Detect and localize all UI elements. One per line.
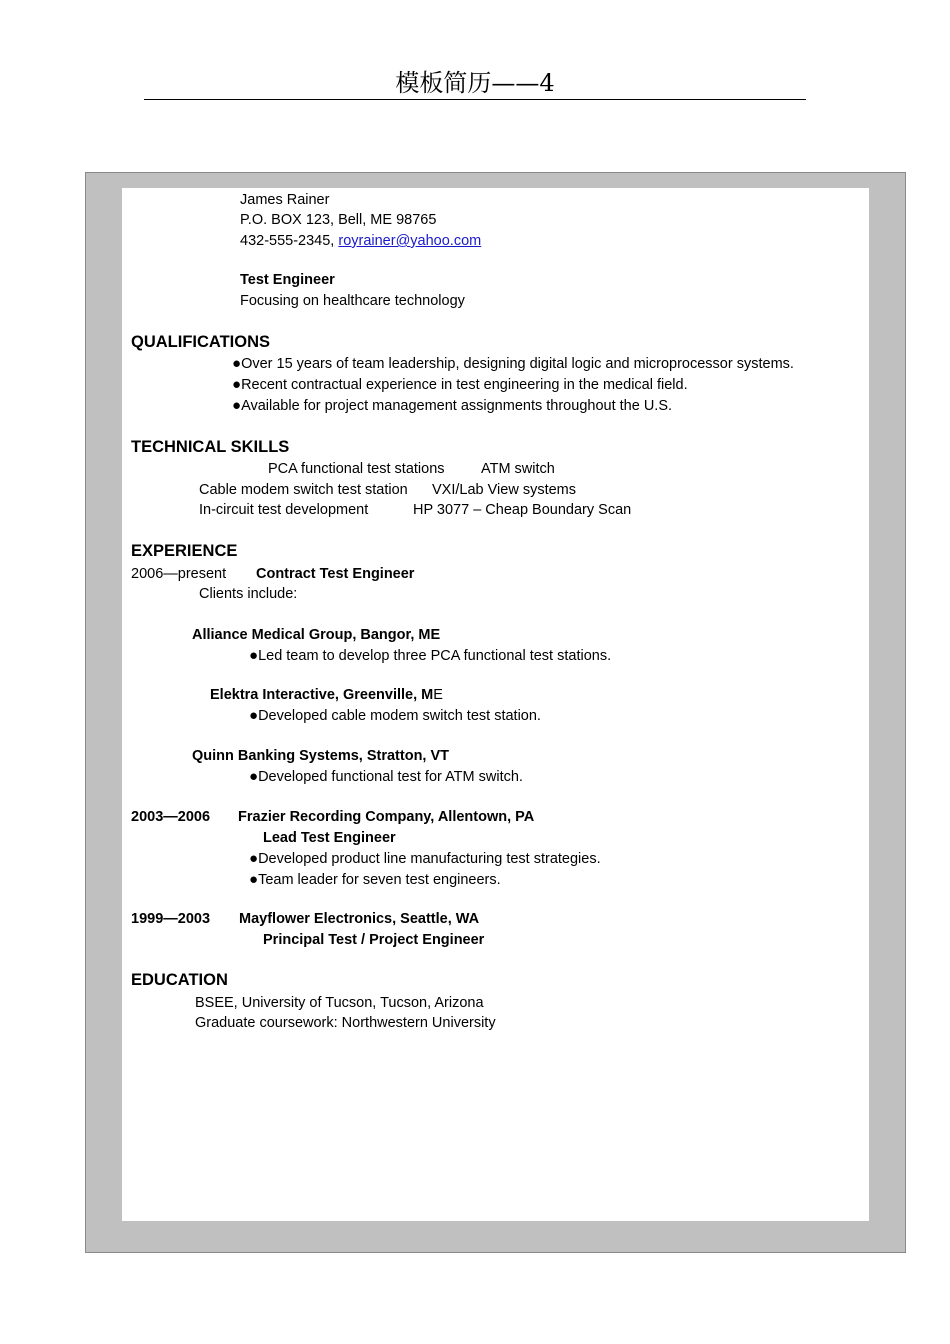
client-name: [210, 685, 443, 705]
skills-heading: TECHNICAL SKILLS: [131, 438, 290, 456]
contact-phone: 432-555-2345,: [240, 233, 335, 249]
qualification-text: Available for project management assignments throughout the U.S.: [241, 398, 673, 414]
clients-intro: Clients include:: [199, 586, 298, 602]
qualifications-heading: QUALIFICATIONS: [131, 333, 271, 351]
client-name: Quinn Banking Systems, Stratton, VT: [192, 748, 450, 764]
bullet-icon: ●: [232, 376, 242, 393]
job-bullet-text: Team leader for seven test engineers.: [258, 872, 501, 888]
resume-frame: [85, 172, 906, 1253]
education-heading: EDUCATION: [131, 971, 228, 989]
client-bullet-text: Developed functional test for ATM switch.: [258, 769, 523, 785]
resume-sheet: [122, 188, 869, 1221]
education-line: Graduate coursework: Northwestern University: [195, 1015, 496, 1031]
job-bullet-text: Developed product line manufacturing test strategies.: [258, 851, 601, 867]
contact-address: P.O. BOX 123, Bell, ME 98765: [240, 212, 437, 228]
job-role: Principal Test / Project Engineer: [263, 932, 485, 948]
qualification-text: Recent contractual experience in test engineering in the medical field.: [241, 377, 688, 393]
client-name-bold: Elektra Interactive, Greenville, M: [210, 687, 434, 703]
job-role: Lead Test Engineer: [263, 830, 396, 846]
bullet-icon: ●: [249, 768, 259, 785]
qualification-item: [232, 375, 688, 395]
skill-item: VXI/Lab View systems: [432, 482, 576, 498]
skill-item: Cable modem switch test station: [199, 482, 408, 498]
skill-item: ATM switch: [481, 461, 555, 477]
job-role: Contract Test Engineer: [256, 566, 415, 582]
client-bullet-text: Developed cable modem switch test station.: [258, 708, 541, 724]
objective-title: Test Engineer: [240, 272, 335, 288]
contact-line: [240, 231, 481, 251]
qualification-item: [232, 396, 672, 416]
contact-name: James Rainer: [240, 192, 330, 208]
client-bullet: [249, 706, 541, 726]
job-company: Mayflower Electronics, Seattle, WA: [239, 911, 480, 927]
client-name: Alliance Medical Group, Bangor, ME: [192, 627, 441, 643]
job-dates: 2006—present: [131, 566, 227, 582]
job-bullet: [249, 870, 501, 890]
client-bullet-text: Led team to develop three PCA functional test stations.: [258, 648, 612, 664]
bullet-icon: ●: [249, 850, 259, 867]
job-bullet: [249, 849, 601, 869]
client-bullet: [249, 767, 523, 787]
page-title: 模板简历——4: [395, 69, 555, 97]
email-link[interactable]: royrainer@yahoo.com: [338, 233, 482, 249]
bullet-icon: ●: [249, 647, 259, 664]
job-dates: 1999—2003: [131, 911, 211, 927]
skill-item: In-circuit test development: [199, 502, 369, 518]
education-line: BSEE, University of Tucson, Tucson, Arizona: [195, 995, 484, 1011]
qualification-text: Over 15 years of team leadership, designing digital logic and microprocessor systems.: [241, 356, 794, 372]
job-company: Frazier Recording Company, Allentown, PA: [238, 809, 535, 825]
experience-heading: EXPERIENCE: [131, 542, 238, 560]
bullet-icon: ●: [232, 397, 242, 414]
title-underline: [144, 99, 806, 100]
job-dates: 2003—2006: [131, 809, 211, 825]
bullet-icon: ●: [232, 355, 242, 372]
client-bullet: [249, 646, 611, 666]
skill-item: HP 3077 – Cheap Boundary Scan: [413, 502, 632, 518]
bullet-icon: ●: [249, 707, 259, 724]
objective-subtitle: Focusing on healthcare technology: [240, 293, 465, 309]
skill-item: PCA functional test stations: [268, 461, 445, 477]
qualification-item: [232, 354, 794, 374]
client-name-tail: E: [433, 687, 443, 703]
bullet-icon: ●: [249, 871, 259, 888]
